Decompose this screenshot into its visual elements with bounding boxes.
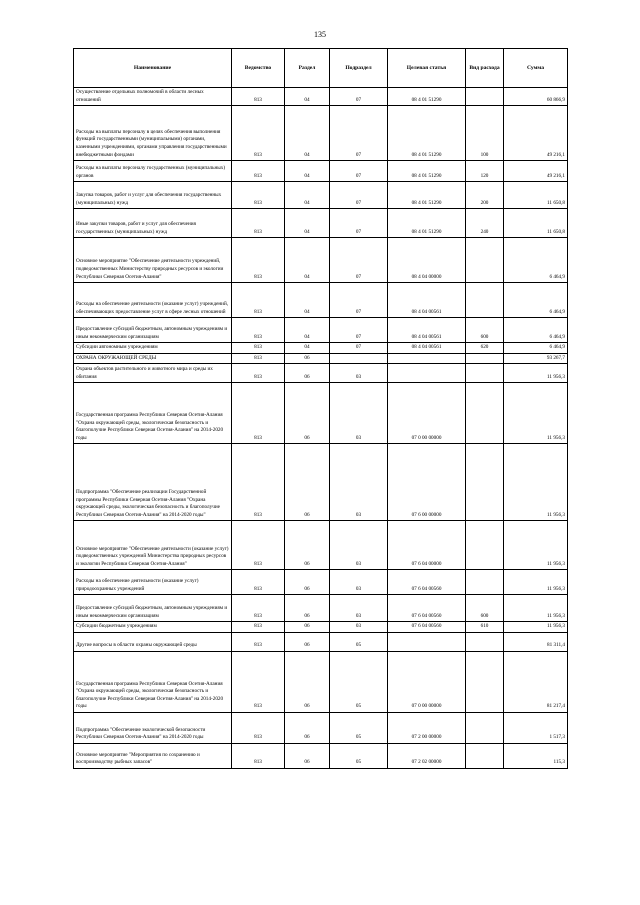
cell-razdel: 06 bbox=[285, 651, 330, 712]
cell-summa: 11 956,3 bbox=[504, 570, 568, 595]
cell-vid-rashoda bbox=[466, 238, 504, 283]
cell-celevaya-statya: 07 6 00 00000 bbox=[388, 444, 466, 521]
cell-name: Субсидии автономным учреждениям bbox=[74, 343, 232, 354]
cell-name: Осуществление отдельных полномочий в области лесных отношений bbox=[74, 88, 232, 106]
cell-razdel: 04 bbox=[285, 106, 330, 161]
table-row bbox=[74, 343, 568, 354]
table-row bbox=[74, 632, 568, 651]
cell-celevaya-statya: 08 4 01 51290 bbox=[388, 161, 466, 182]
cell-celevaya-statya: 07 6 04 00560 bbox=[388, 570, 466, 595]
cell-name: Предоставление субсидий бюджетным, автономным учреждениям и иным некоммерческим организациям bbox=[74, 318, 232, 343]
cell-vedomstvo: 813 bbox=[232, 712, 285, 743]
cell-razdel: 06 bbox=[285, 570, 330, 595]
table-row bbox=[74, 570, 568, 595]
cell-name: Основное мероприятие "Обеспечение деятельности (оказание услуг) подведомственных учреждений Министерства природных ресурсов и экологии Республики Северная Осетия-Алания" bbox=[74, 521, 232, 570]
cell-name: ОХРАНА ОКРУЖАЮЩЕЙ СРЕДЫ bbox=[74, 353, 232, 364]
cell-name: Подпрограмма "Обеспечение реализации Государственной программы Республики Северная Осетия-Алания "Охрана окружающей среды, экологическая безопасность и благополучие Республики Северная Осетия-Алания" на 2014-2020 годы" bbox=[74, 444, 232, 521]
cell-vedomstvo: 813 bbox=[232, 444, 285, 521]
cell-podrazdel: 07 bbox=[330, 182, 388, 209]
cell-razdel: 06 bbox=[285, 595, 330, 622]
cell-name: Расходы на выплаты персоналу государственных (муниципальных) органов bbox=[74, 161, 232, 182]
cell-celevaya-statya: 08 4 04 00561 bbox=[388, 343, 466, 354]
cell-celevaya-statya: 08 4 01 51290 bbox=[388, 106, 466, 161]
table-header bbox=[74, 49, 568, 88]
cell-vid-rashoda: 200 bbox=[466, 182, 504, 209]
cell-razdel: 06 bbox=[285, 632, 330, 651]
table-row bbox=[74, 651, 568, 712]
cell-razdel: 06 bbox=[285, 353, 330, 364]
cell-razdel: 04 bbox=[285, 88, 330, 106]
cell-vid-rashoda bbox=[466, 632, 504, 651]
table-row bbox=[74, 622, 568, 633]
cell-vid-rashoda: 120 bbox=[466, 161, 504, 182]
table-header-row bbox=[74, 49, 568, 88]
cell-celevaya-statya bbox=[388, 353, 466, 364]
cell-razdel: 04 bbox=[285, 343, 330, 354]
cell-razdel: 04 bbox=[285, 161, 330, 182]
column-header-celevaya-statya: Целевая статья bbox=[388, 49, 466, 88]
cell-vid-rashoda: 100 bbox=[466, 106, 504, 161]
cell-summa: 115,3 bbox=[504, 743, 568, 768]
table-row bbox=[74, 182, 568, 209]
column-header-podrazdel: Подраздел bbox=[330, 49, 388, 88]
column-header-vid-rashoda: Вид расхода bbox=[466, 49, 504, 88]
cell-celevaya-statya bbox=[388, 632, 466, 651]
cell-summa: 60 866,9 bbox=[504, 88, 568, 106]
cell-razdel: 06 bbox=[285, 712, 330, 743]
cell-podrazdel: 05 bbox=[330, 712, 388, 743]
cell-vedomstvo: 813 bbox=[232, 364, 285, 383]
cell-podrazdel: 07 bbox=[330, 209, 388, 238]
table-row bbox=[74, 88, 568, 106]
cell-summa: 6 464,9 bbox=[504, 343, 568, 354]
cell-vedomstvo: 813 bbox=[232, 182, 285, 209]
cell-razdel: 06 bbox=[285, 444, 330, 521]
cell-razdel: 04 bbox=[285, 238, 330, 283]
cell-summa: 93 267,7 bbox=[504, 353, 568, 364]
cell-celevaya-statya: 07 0 00 00000 bbox=[388, 383, 466, 444]
cell-vedomstvo: 813 bbox=[232, 632, 285, 651]
cell-razdel: 06 bbox=[285, 622, 330, 633]
cell-celevaya-statya bbox=[388, 364, 466, 383]
table-row bbox=[74, 161, 568, 182]
cell-celevaya-statya: 07 0 00 00000 bbox=[388, 651, 466, 712]
cell-summa: 81 217,4 bbox=[504, 651, 568, 712]
table-row bbox=[74, 712, 568, 743]
cell-name: Расходы на выплаты персоналу в целях обеспечения выполнения функций государственными (муниципальными) органами, казенными учреждениями, органами управления государственными внебюджетными фондами bbox=[74, 106, 232, 161]
cell-podrazdel: 07 bbox=[330, 343, 388, 354]
budget-table bbox=[73, 48, 568, 769]
cell-vedomstvo: 813 bbox=[232, 283, 285, 318]
cell-podrazdel: 03 bbox=[330, 383, 388, 444]
cell-celevaya-statya: 07 2 02 00000 bbox=[388, 743, 466, 768]
cell-vedomstvo: 813 bbox=[232, 318, 285, 343]
cell-summa: 6 464,9 bbox=[504, 318, 568, 343]
cell-vid-rashoda bbox=[466, 570, 504, 595]
table-row bbox=[74, 743, 568, 768]
cell-razdel: 04 bbox=[285, 283, 330, 318]
cell-name: Основное мероприятие "Мероприятия по сохранению и воспроизводству рыбных запасов" bbox=[74, 743, 232, 768]
cell-podrazdel bbox=[330, 353, 388, 364]
cell-podrazdel: 07 bbox=[330, 106, 388, 161]
cell-vid-rashoda bbox=[466, 521, 504, 570]
cell-vedomstvo: 813 bbox=[232, 88, 285, 106]
table-row bbox=[74, 595, 568, 622]
table-row bbox=[74, 283, 568, 318]
cell-vid-rashoda bbox=[466, 283, 504, 318]
cell-podrazdel: 07 bbox=[330, 318, 388, 343]
cell-celevaya-statya: 07 6 04 00000 bbox=[388, 521, 466, 570]
table-row bbox=[74, 364, 568, 383]
table-body bbox=[74, 88, 568, 769]
cell-razdel: 04 bbox=[285, 318, 330, 343]
cell-vid-rashoda bbox=[466, 743, 504, 768]
cell-vedomstvo: 813 bbox=[232, 383, 285, 444]
cell-podrazdel: 05 bbox=[330, 651, 388, 712]
cell-vedomstvo: 813 bbox=[232, 343, 285, 354]
cell-summa: 11 956,3 bbox=[504, 444, 568, 521]
cell-celevaya-statya: 08 4 04 00561 bbox=[388, 283, 466, 318]
cell-vedomstvo: 813 bbox=[232, 521, 285, 570]
cell-vid-rashoda bbox=[466, 364, 504, 383]
cell-podrazdel: 07 bbox=[330, 161, 388, 182]
column-header-razdel: Раздел bbox=[285, 49, 330, 88]
cell-summa: 1 517,3 bbox=[504, 712, 568, 743]
cell-celevaya-statya: 07 6 04 00560 bbox=[388, 622, 466, 633]
cell-vedomstvo: 813 bbox=[232, 651, 285, 712]
cell-vid-rashoda bbox=[466, 712, 504, 743]
cell-razdel: 06 bbox=[285, 743, 330, 768]
cell-vid-rashoda bbox=[466, 88, 504, 106]
cell-vedomstvo: 813 bbox=[232, 622, 285, 633]
cell-podrazdel: 03 bbox=[330, 364, 388, 383]
cell-celevaya-statya: 08 4 01 51290 bbox=[388, 209, 466, 238]
cell-vedomstvo: 813 bbox=[232, 743, 285, 768]
cell-razdel: 06 bbox=[285, 364, 330, 383]
column-header-summa: Сумма bbox=[504, 49, 568, 88]
page-number: 135 bbox=[314, 30, 326, 39]
cell-vid-rashoda bbox=[466, 383, 504, 444]
cell-name: Другие вопросы в области охраны окружающей среды bbox=[74, 632, 232, 651]
cell-razdel: 06 bbox=[285, 521, 330, 570]
cell-vedomstvo: 813 bbox=[232, 238, 285, 283]
table-row bbox=[74, 238, 568, 283]
cell-summa: 11 650,8 bbox=[504, 182, 568, 209]
cell-name: Подпрограмма "Обеспечение экологической безопасности Республики Северная Осетия-Алания" на 2014-2020 годы bbox=[74, 712, 232, 743]
cell-razdel: 06 bbox=[285, 383, 330, 444]
cell-summa: 11 956,3 bbox=[504, 622, 568, 633]
cell-celevaya-statya: 07 2 00 00000 bbox=[388, 712, 466, 743]
cell-podrazdel: 07 bbox=[330, 238, 388, 283]
table-row bbox=[74, 209, 568, 238]
cell-vid-rashoda: 620 bbox=[466, 343, 504, 354]
cell-razdel: 04 bbox=[285, 182, 330, 209]
cell-vedomstvo: 813 bbox=[232, 570, 285, 595]
cell-celevaya-statya: 08 4 01 51290 bbox=[388, 88, 466, 106]
table-row bbox=[74, 444, 568, 521]
column-header-vedomstvo: Ведомство bbox=[232, 49, 285, 88]
cell-celevaya-statya: 08 4 04 00561 bbox=[388, 318, 466, 343]
cell-podrazdel: 05 bbox=[330, 743, 388, 768]
cell-celevaya-statya: 07 6 04 00560 bbox=[388, 595, 466, 622]
cell-summa: 11 650,8 bbox=[504, 209, 568, 238]
cell-vedomstvo: 813 bbox=[232, 595, 285, 622]
cell-vid-rashoda: 600 bbox=[466, 595, 504, 622]
cell-name: Государственная программа Республики Северная Осетия-Алания "Охрана окружающей среды, экологическая безопасность и благополучие Республики Северная Осетия-Алания" на 2014-2020 годы bbox=[74, 383, 232, 444]
cell-summa: 6 464,9 bbox=[504, 238, 568, 283]
table-row bbox=[74, 383, 568, 444]
cell-podrazdel: 03 bbox=[330, 444, 388, 521]
cell-name: Предоставление субсидий бюджетным, автономным учреждениям и иным некоммерческим организациям bbox=[74, 595, 232, 622]
cell-podrazdel: 03 bbox=[330, 570, 388, 595]
cell-name: Расходы на обеспечение деятельности (оказание услуг) учреждений, обеспечивающих предоставление услуг в сфере лесных отношений bbox=[74, 283, 232, 318]
cell-celevaya-statya: 08 4 04 00000 bbox=[388, 238, 466, 283]
cell-vid-rashoda: 240 bbox=[466, 209, 504, 238]
cell-summa: 49 216,1 bbox=[504, 106, 568, 161]
cell-name: Расходы на обеспечение деятельности (оказание услуг) природоохранных учреждений bbox=[74, 570, 232, 595]
cell-celevaya-statya: 08 4 01 51290 bbox=[388, 182, 466, 209]
table-row bbox=[74, 353, 568, 364]
cell-name: Государственная программа Республики Северная Осетия-Алания "Охрана окружающей среды, экологическая безопасность и благополучие Республики Северная Осетия-Алания" на 2014-2020 годы bbox=[74, 651, 232, 712]
cell-name: Иные закупки товаров, работ и услуг для обеспечения государственных (муниципальных) нужд bbox=[74, 209, 232, 238]
table-row bbox=[74, 521, 568, 570]
table-row bbox=[74, 318, 568, 343]
cell-summa: 11 956,3 bbox=[504, 383, 568, 444]
cell-vid-rashoda: 600 bbox=[466, 318, 504, 343]
cell-vid-rashoda bbox=[466, 651, 504, 712]
cell-summa: 11 956,3 bbox=[504, 364, 568, 383]
cell-podrazdel: 03 bbox=[330, 622, 388, 633]
column-header-name: Наименование bbox=[74, 49, 232, 88]
cell-vid-rashoda bbox=[466, 444, 504, 521]
cell-podrazdel: 05 bbox=[330, 632, 388, 651]
cell-name: Основное мероприятие "Обеспечение деятельности учреждений, подведомственных Министерству природных ресурсов и экологии Республики Северная Осетия-Алания" bbox=[74, 238, 232, 283]
budget-table-container bbox=[73, 48, 567, 769]
cell-name: Закупка товаров, работ и услуг для обеспечения государственных (муниципальных) нужд bbox=[74, 182, 232, 209]
cell-vedomstvo: 813 bbox=[232, 161, 285, 182]
cell-summa: 81 311,4 bbox=[504, 632, 568, 651]
cell-podrazdel: 03 bbox=[330, 595, 388, 622]
table-row bbox=[74, 106, 568, 161]
cell-summa: 11 956,3 bbox=[504, 595, 568, 622]
cell-podrazdel: 07 bbox=[330, 283, 388, 318]
cell-vedomstvo: 813 bbox=[232, 209, 285, 238]
cell-vid-rashoda bbox=[466, 353, 504, 364]
cell-podrazdel: 03 bbox=[330, 521, 388, 570]
cell-vid-rashoda: 610 bbox=[466, 622, 504, 633]
cell-vedomstvo: 813 bbox=[232, 353, 285, 364]
cell-summa: 49 216,1 bbox=[504, 161, 568, 182]
cell-podrazdel: 07 bbox=[330, 88, 388, 106]
cell-summa: 6 464,9 bbox=[504, 283, 568, 318]
cell-name: Субсидии бюджетным учреждениям bbox=[74, 622, 232, 633]
cell-summa: 11 956,3 bbox=[504, 521, 568, 570]
cell-name: Охрана объектов растительного и животного мира и среды их обитания bbox=[74, 364, 232, 383]
cell-vedomstvo: 813 bbox=[232, 106, 285, 161]
cell-razdel: 04 bbox=[285, 209, 330, 238]
